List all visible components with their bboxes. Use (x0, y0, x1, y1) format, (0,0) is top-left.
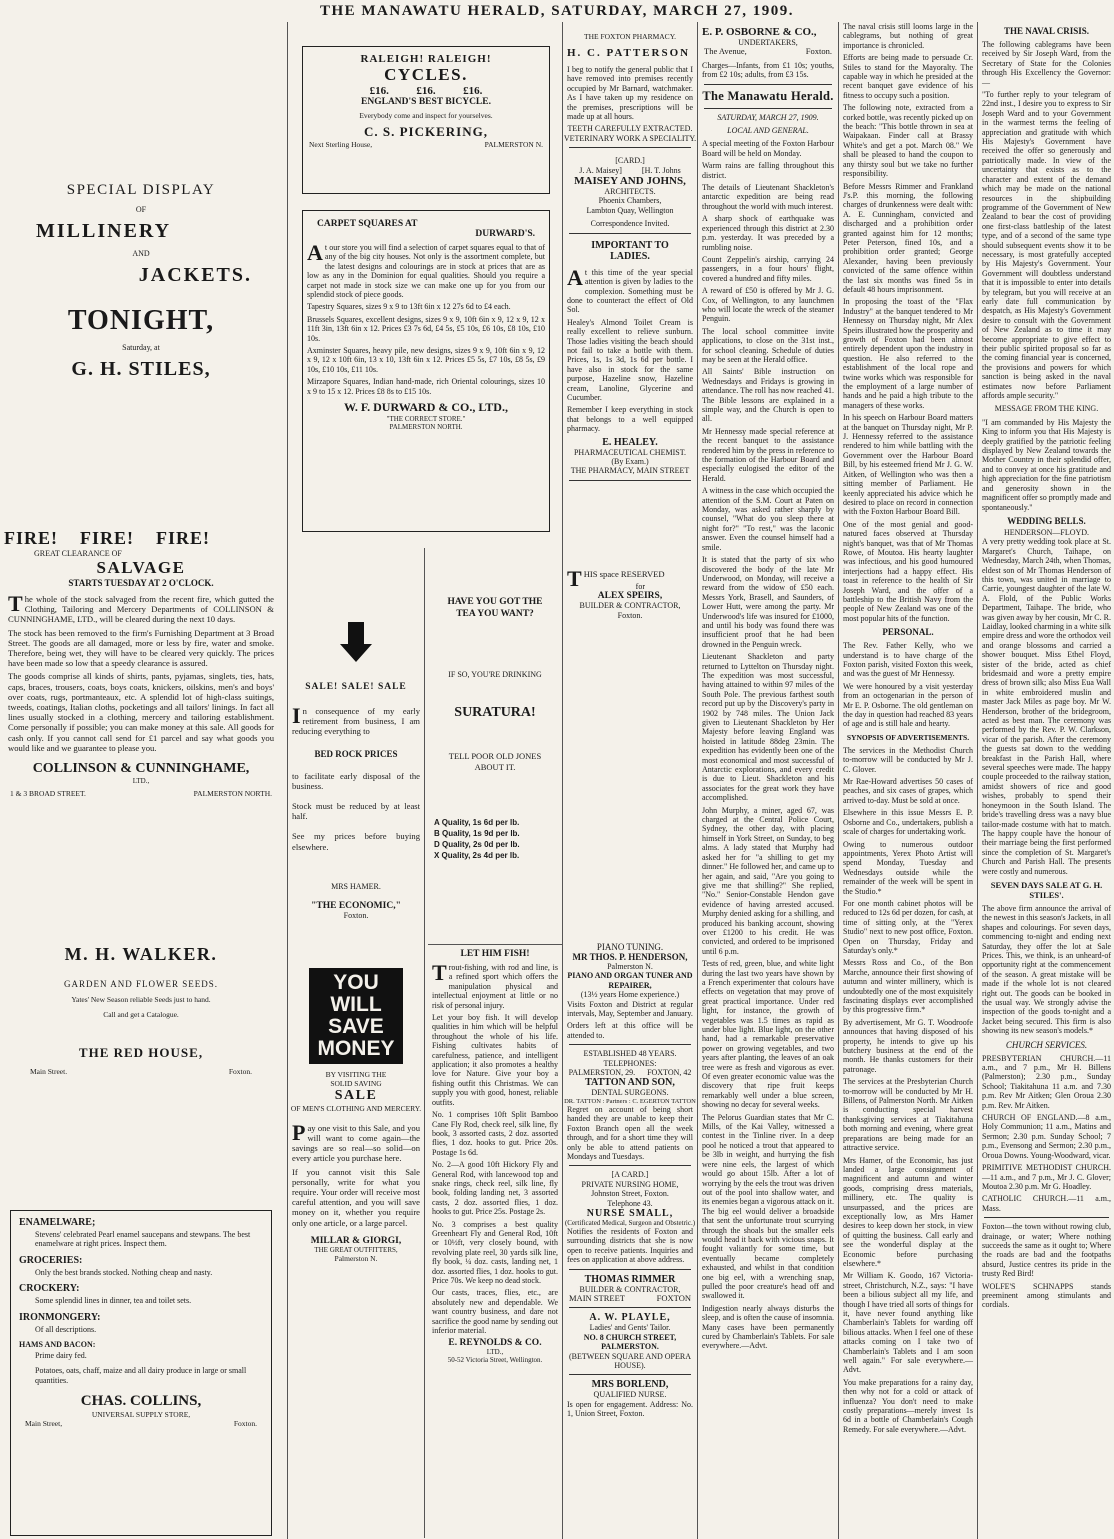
maisey-firm: MAISEY AND JOHNS, (574, 175, 686, 188)
collins-produce: Potatoes, oats, chaff, maize and all dairy produce in large or small quantities. (35, 1366, 247, 1385)
fire-ltd: LTD., (132, 777, 150, 786)
news-paragraph: The naval crisis still looms large in the cablegrams, but nothing of great importance is chronicled. (843, 22, 973, 50)
durward-head2: DURWARD'S. (475, 229, 535, 239)
news-paragraph: Tests of red, green, blue, and white light during the last two years have shown by a French experimenter that colours have effects on vegetation that may prove of great practical importance. Under red light, for instance, the growth of vegetables was 1.5 times as rapid as under blue light. Blue light, on the other hand, had a remarkable preservative power on growing vegetables, and two years after planting, the leaves of an oak tree were as fresh and vigorous as ever. Of even greater economic value was the discovery that ripe fruit keeps remarkably well under a blue screen, showing no decay for several weeks. (702, 959, 834, 1110)
borlend-para: Is open for engagement. Address: No. 1, Union Street, Foxton. (567, 1399, 693, 1419)
news-paragraph: Before Messrs Rimmer and Frankland J's.P. this morning, the following charges of drunkenness were dealt with: A. E. Cunningham, convicted and discharged and a prohibition order granted against him for 12 months; Peter Peterson, fined 10s, and a prohibition order granted; George Alexander, having been previously convicted of the same offence within the last six months was fined 5s in default 48 hours imprisonment. (843, 181, 973, 294)
news-paragraph: The services in the Methodist Church to-morrow will be conducted by Mr J. C. Glover. (843, 745, 973, 774)
cycles-raleigh: RALEIGH! RALEIGH! (360, 53, 492, 65)
speirs-name: ALEX SPEIRS, (597, 591, 663, 602)
herald-date: SATURDAY, MARCH 27, 1909. (717, 112, 819, 122)
playle-trade: Ladies' and Gents' Tailor. (589, 1323, 671, 1333)
cycles-best: ENGLAND'S BEST BICYCLE. (361, 97, 491, 107)
maisey-names: J. A. Maisey] [H. T. Johns (579, 165, 681, 175)
king-para: "I am commanded by His Majesty the King to inform you that His Majesty is deeply gratified by the patriotic feeling displayed by New Zealand towards the Mother Country in their splendid offer, and to convey at once his gratitude and high appreciation for the fine patriotism and generosity shown in the magnificent offer so promptly made and spontaneously." (982, 417, 1111, 512)
durward-town: PALMERSTON NORTH. (389, 423, 463, 432)
healey-para1: At this time of the year special attention is given by ladies to the complexion. Something must be done to counteract the effect of Old Sol. (567, 264, 693, 315)
collins-groceries: GROCERIES: (19, 1254, 83, 1266)
healey-heading: IMPORTANT TO (591, 239, 669, 251)
durward-para3: Brussels Squares, excellent designs, sizes 9 x 9, 10ft 6in x 9, 12 x 9, 12 x 11ft 3in, 13ft 6in x 12. Prices £3 7s 6d, £4 5s, £5 10s, £6 10s, £8 10s, £10 10s. (307, 314, 545, 343)
news-paragraph: PRIMITIVE METHODIST CHURCH.—11 a.m., and 7 p.m., Mr J. C. Glover; Moutoa 2.30 p.m. Mr G. Hoadley. (982, 1163, 1111, 1191)
nurse-cert: (Certificated Medical, Surgeon and Obstetric.) (564, 1218, 696, 1227)
walker-name: M. H. WALKER. (64, 944, 218, 964)
masthead: THE MANAWATU HERALD, SATURDAY, MARCH 27, 1909. (319, 3, 795, 19)
collins-enamelware-text: Stevens' celebrated Pearl enamel saucepans and stewpans. The best enamelware at right prices. Inspect them. (35, 1230, 251, 1249)
cycles-price: £16. £16. £16. (369, 85, 483, 97)
fire-address: 1 & 3 BROAD STREET. (10, 789, 86, 799)
tatton-est: ESTABLISHED 48 YEARS. (583, 1049, 677, 1059)
hamer-bed-rock: BED ROCK PRICES (314, 748, 398, 759)
millar-of: OF MEN'S CLOTHING AND MERCERY. (290, 1103, 422, 1113)
speirs-for: for (635, 582, 645, 592)
news-part1 (839, 22, 977, 623)
hamer-town: Foxton. (343, 910, 369, 920)
tea-ad (428, 548, 562, 861)
news-paragraph: By advertisement, Mr G. T. Woodroofe announces that having disposed of his property, he intends to give up his butchery business at the end of the month. He thanks customers for their patronage. (843, 1017, 973, 1074)
news-paragraph: One of the most genial and good-natured faces observed at Thursday night's banquet, was that of Mr Thomas Rowe, of Moutoa. His hearty laughter was infectious, and his good humoured interjections had a happy effect. His toast in reference to the health of Sir Joseph Ward, and the offer of a battleship to the British Navy from the people of New Zealand was one of the most popular hits of the function. (843, 519, 973, 623)
wedding-heading: WEDDING BELLS. (1007, 515, 1086, 526)
fire-salvage: SALVAGE (96, 558, 186, 577)
collins-town: Foxton. (233, 1419, 257, 1429)
news-paragraph: The services at the Presbyterian Church to-morrow will be conducted by Mr H. Billens, of Palmerston North. Mr Aitken is conducting special harvest thanksgiving services at Tiakitahuna both morning and evening, where great preparations are being made for an attractive service. (843, 1077, 973, 1153)
fire-para3: The goods comprise all kinds of shirts, pants, pyjamas, singlets, ties, hats, caps, braces, trousers, coats, boys coats, knickers, oilskins, men's and boys' over coats, rugs, portmanteaux, etc. A splendid lot of high-class suitings, tweeds, coatings, Italian cloths, pocketings and all tailors' linings. In fact all lines usually stocked in a clothing, mercery and tailoring establishment. Come personally if possible; you can make money at this sale. All goods for cash only. If you cannot call send for £1 parcel and say what goods you would like and we guarantee to please you. (8, 671, 274, 753)
durward-para2: Tapestry Squares, sizes 9 x 9 to 13ft 6in x 12 27s 6d to £4 each. (307, 302, 511, 312)
walker-catalogue: Call and get a Catalogue. (103, 1010, 179, 1019)
patterson-name: H. C. PATTERSON (567, 47, 691, 59)
save-money-save: SAVE (328, 1014, 384, 1038)
fire-heading: FIRE! FIRE! FIRE! (4, 528, 210, 548)
fire-town: PALMERSTON NORTH. (193, 789, 272, 799)
foxton-poem: Foxton—the town without rowing club, drainage, or water; Where nothing succeeds the same as it ought to; Where the roads are bad and the footpaths absurd, Justice centres its pride in the trusty Red Bird! (982, 1222, 1111, 1279)
rimmer-street: MAIN STREET (569, 1292, 625, 1303)
synopsis-heading: SYNOPSIS OF ADVERTISEMENTS. (846, 732, 970, 742)
news-paragraph: For one month cabinet photos will be reduced to 12s 6d per dozen, for cash, at time of sitting only, at the "Yerex Studio" next to new post office, Foxton. Open on Thursday, Friday and Saturday's only.* (843, 898, 973, 955)
tea-quality-a: A Quality, 1s 6d per lb. (434, 818, 520, 827)
speirs-ad (563, 485, 697, 659)
rimmer-name: THOMAS RIMMER (584, 1273, 676, 1285)
piano-para1: Visits Foxton and District at regular intervals, May, September and January. (567, 999, 693, 1019)
tea-qualities (434, 817, 562, 861)
millar-name: MILLAR & GIORGI, (310, 1235, 402, 1246)
column-5 (838, 22, 977, 1539)
healey-tag: PHARMACEUTICAL CHEMIST. (573, 447, 686, 457)
news-paragraph: In his speech on Harbour Board matters at the banquet on Thursday night, Mr P. J. Hennessy referred to the assistance rendered to him while battling with the Government over the Harbour Board Bill, by his esteemed friend Mr J. G. W. Aitken, of Wellington who was then a sitting member of Parliament. He keenly appreciated his advice which he desired to place on record in connection with the Foxton Harbour Board Bill. (843, 413, 973, 517)
news-paragraph: Mr William K. Goodo, 167 Victoria-street, Christchurch, N.Z., says: "I have been a bilious subject all my life, and though I have tried all sorts of things for it, have never found anything like Chamberlain's Tablets for warding off bilious attacks. When I feel one of these attacks coming on I take two of Chamberlain's Tablets and I am soon well again." For sale everywhere.—Advt. (843, 1271, 973, 1375)
collins-groceries-text: Only the best brands stocked. Nothing cheap and nasty. (35, 1267, 213, 1277)
fire-ad (4, 528, 278, 798)
walker-ad (0, 944, 282, 1076)
durward-ad (302, 210, 550, 532)
osborne-name: E. P. OSBORNE & CO., (702, 26, 817, 38)
collins-crockery: CROCKERY: (19, 1283, 80, 1295)
tatton-para: Regret on account of being short handed they are unable to keep their Foxton Branch open all the week through, and for a short time they will only be able to attend patients on Mondays and Tuesdays. (567, 1104, 693, 1161)
news-paragraph: "To further reply to your telegram of 22nd inst., I desire you to express to Sir Joseph Ward and to your Government in the warmest terms the feeling of appreciation and gratitude with which His Majesty's Government have received the offer so generously and patriotically made. In view of the uncertainty that exists as to the character and extent of the demand which may be made on the national resources in the shipbuilding programme of the Government of New Zealand to bear the cost of providing one first-class battleship of the latest type, and of a second of the same type should subsequent events show it to be necessary, is most gratefully accepted by His Majesty's Government. Your Government will doubtless understand that it is impossible to enter into details by telegram, but you will receive at an early date full communication by despatch, as His Majesty's Government desire to consult with the Government of New Zealand as to time it may become appropriate to give effect to their public spirited proposal so far as the coming financial year is concerned, the provisions and powers for which sanction is being asked in the naval estimates now before Parliament affords ample security." (982, 90, 1111, 401)
hamer-shop: "THE ECONOMIC," (311, 900, 401, 911)
news-paragraph: PRESBYTERIAN CHURCH.—11 a.m., and 7 p.m., Mr H. Billens (Palmerston); 2.30 p.m., Sunday School; Tiakitahuna 11 a.m. and 7.30 p.m. Rev Mr Aitken; Glen Oroua 2.30 p.m. Rev. Mr Aitken. (982, 1053, 1111, 1110)
tatton-name: TATTON AND SON, (585, 1077, 675, 1089)
speirs-reserved: THIS space RESERVED (567, 565, 665, 591)
healey-para3: Remember I keep everything in stock that belongs to a well equipped pharmacy. (567, 405, 693, 434)
collins-hams-text: Prime dairy fed. (35, 1351, 87, 1361)
durward-para5: Mirzapore Squares, Indian hand-made, rich Oriental colourings, sizes 10 x 9 to 15 x 12. Prices £8 8s to £15 10s. (307, 377, 545, 396)
hamer-para1: In consequence of my early retirement from business, I am reducing everything to (292, 703, 420, 737)
durward-para4: Axminster Squares, heavy pile, new designs, sizes 9 x 9, 10ft 6in x 9, 12 x 9, 12 x 10ft 6in, 13 x 10, 13ft 6in x 12. Prices £5 5s, £7 10s, £8 5s, £9 10s, £10 10s, £11 10s. (307, 346, 545, 374)
healey-heading2: LADIES. (610, 250, 650, 262)
nurse-para: Notifies the residents of Foxton and surrounding districts that she is now open to receive patients. Inquiries and fees on application at above address. (567, 1226, 693, 1265)
cycles-street: Next Sterling House, (309, 140, 373, 149)
osborne-street: The Avenue, (704, 46, 747, 57)
maisey-architects: ARCHITECTS. (604, 187, 656, 197)
piano-town: Palmerston N. (607, 962, 653, 971)
news-paragraph: Owing to numerous outdoor appointments, Yerex Photo Artist will spend Monday, Tuesday and Wednesdays outside while the remainder of the week will be spent in the Studio.* (843, 839, 973, 896)
fish-para4: No. 2—A good 10ft Hickory Fly and General Rod, with lancewood top and snake rings, check reel, silk line, fly book, folding landing net, 3 assorted casts, 2 doz. assorted flies, 1 doz. hooks to gut. Price 25s. Postage 2s. (432, 1160, 558, 1217)
fire-sub1: GREAT CLEARANCE OF (34, 549, 122, 558)
news-paragraph: Mr Hennessy made special reference at the recent banquet to the assistance rendered him by the press in reference to the formation of the Harbour Board and especially eulogised the editor of the Herald. (702, 426, 834, 483)
news-paragraph: A sharp shock of earthquake was experienced through this district at 2.30 p.m. yesterday. It was preceded by a rumbling noise. (702, 214, 834, 252)
fish-heading: LET HIM FISH! (460, 949, 530, 959)
news-paragraph: It is stated that the party of six who discovered the body of the late Mr Underwood, on Monday, will receive a reward from the widow of £50 each. Messrs York, Brasell, and Saunders, of Lower Hutt, were among the party. Mr Underwood's life was insured for £1000, and until his body was found there was insufficient proof that he had been drowned in the Penguin wreck. (702, 555, 834, 649)
hamer-name: MRS HAMER. (331, 881, 381, 891)
nurse-home: PRIVATE NURSING HOME, (581, 1179, 679, 1189)
fish-address: 50-52 Victoria Street, Wellington. (447, 1356, 543, 1365)
tea-suratura: SURATURA! (454, 705, 536, 720)
herald-title: The Manawatu Herald. (702, 88, 834, 103)
patterson-para: I beg to notify the general public that I have removed into premises recently occupied by Mr Barnard, watchmaker. As I have taken up my residence on the premises, prescriptions will be made up at all hours. (567, 65, 693, 122)
news-paragraph: The Rev. Father Kelly, who we understand is to have charge of the Foxton parish, visited Foxton this week, and was the guest of Mr Hennessy. (843, 641, 973, 679)
king-heading: MESSAGE FROM THE KING. (994, 404, 1099, 414)
millinery-line1: SPECIAL DISPLAY (66, 182, 216, 198)
millar-tag: THE GREAT OUTFITTERS, (314, 1245, 398, 1254)
collins-ad (10, 1210, 272, 1536)
naval-heading: THE NAVAL CRISIS. (1004, 26, 1089, 36)
collins-hams: HAMS AND BACON: (19, 1340, 96, 1350)
church-heading: CHURCH SERVICES. (1005, 1039, 1088, 1050)
synopsis-news (839, 746, 977, 1434)
news-paragraph: Mrs Hamer, of the Economic, has just landed a large consignment of magnificent and autumn and winter goods, comprising dress materials, millinery, etc. The quality is unsurpassed, and the prices are exceptionally low, as Mrs Hamer desires to keep down her stock, in view of quitting the business. Call early and see the wonderful display at the Economic before purchasing elsewhere.* (843, 1155, 973, 1268)
maisey-card: [CARD.] (615, 156, 645, 166)
save-money-money: MONEY (317, 1036, 395, 1060)
playle-addr: NO. 8 CHURCH STREET, PALMERSTON. (583, 1332, 677, 1352)
col3-lower (563, 942, 697, 1422)
tatton-dental: DENTAL SURGEONS. (591, 1088, 669, 1098)
healey-exam: (By Exam.) (611, 457, 649, 466)
millinery-and: AND (132, 249, 150, 258)
column-4 (697, 22, 838, 1539)
maisey-addr: Phoenix Chambers, (598, 196, 662, 206)
patterson-pharmacy: THE FOXTON PHARMACY. (583, 32, 677, 41)
collins-name: CHAS. COLLINS, (80, 1393, 202, 1410)
news-paragraph: A reward of £50 is offered by Mr J. G. Cox, of Wellington, to any launchmen who will locate the wreck of the steamer Penguin. (702, 286, 834, 324)
healey-para2: Healey's Almond Toilet Cream is really excellent to relieve sunburn. Those ladies visiting the beach should not fail to take a bottle with them. Prices, 1s, 1s 3d, 1s 6d per bottle. I have also in stock for the same purpose, Hazeline snow, Hazeline cream, Lanoline, Glycerine and Cucumber. (567, 317, 693, 402)
osborne-trade: UNDERTAKERS, (738, 38, 798, 47)
collins-ironmongery-text: Of all descriptions. (35, 1324, 97, 1334)
news-paragraph: Efforts are being made to persuade Cr. Stiles to stand for the Mayoralty. The capable way in which he presided at the recent banquet gave evidence of his fitness to occupy such a position. (843, 53, 973, 100)
walker-yates: Yates' New Season reliable Seeds just to hand. (71, 995, 211, 1004)
piano-heading: PIANO TUNING. (596, 942, 664, 952)
local-news (698, 139, 838, 1350)
news-paragraph: John Murphy, a miner, aged 67, was charged at the Central Police Court, Sydney, the other day, with placing himself in York Street, on Sunday, to beg alms. A lady stated that Murphy had asked her for "a shilling to get my dinner." He followed her, and came up to her again, and said, "Are you going to give me that shilling?" She replied, "No." Senior-Constable Hendon gave evidence of having arrested accused. Murphy denied asking for a shilling, and produced his banking account, showing over £1200 to his credit. He was convicted, and ordered to be imprisoned until 6 p.m. (702, 805, 834, 956)
maisey-corr: Correspondence Invited. (590, 219, 670, 229)
collins-enamelware: ENAMELWARE; (19, 1217, 96, 1228)
personal-news (839, 641, 977, 729)
piano-name: MR THOS. P. HENDERSON, (572, 952, 688, 962)
speirs-town: Foxton. (617, 610, 643, 620)
news-paragraph: Warm rains are falling throughout this district. (702, 161, 834, 180)
column-2 (287, 22, 563, 1539)
news-paragraph: In proposing the toast of the "Flax Industry" at the banquet tendered to Mr Hennessy on Thursday night, Mr Alex Speirs illustrated how the prosperity and growth of Foxton had been almost entirely dependent upon the industry in question. He also referred to the establishment of the local rope and twine works which was responsible for the employment of a large number of hands and he paid a high tribute to the managers of these works. (843, 297, 973, 410)
tea-jones: TELL POOR OLD JONES ABOUT IT. (448, 751, 542, 772)
nurse-tel: Telephone 43. (607, 1198, 653, 1208)
nurse-addr: Johnston Street, Foxton. (591, 1189, 669, 1199)
tatton-partners: DR. TATTON : Partners : C. EGERTON TATTON (564, 1097, 696, 1105)
piano-para2: Orders left at this office will be attended to. (567, 1021, 693, 1040)
fish-ltd: LTD., (486, 1348, 504, 1357)
news-paragraph: The following note, extracted from a corked bottle, was recently picked up on the beach: "This bottle thrown in sea at Waipakaan. Finder call at Brassy White's and get a pot. March 08." We shall be pleased to hand the coupon to any thirsty soul but we take no further responsibility. (843, 103, 973, 179)
news-paragraph: The following cablegrams have been received by Sir Joseph Ward, from the Secretary of State for the Colonies through His Excellency the Governor:— (982, 40, 1111, 87)
osborne-charges: Charges—Infants, from £1 10s; youths, from £2 10s; adults, from £3 15s. (702, 60, 834, 80)
piano-exp: (13½ years Home experience.) (580, 990, 680, 1000)
collins-street: Main Street, (25, 1419, 63, 1429)
column-1 (0, 22, 282, 1539)
millinery-line2: MILLINERY (36, 220, 172, 242)
fire-para2: The stock has been removed to the firm's Furnishing Department at 3 Broad Street. The goods are all damaged, more or less by fire, water and smoke. Therefore, being wet, they will have to be cleared very quickly. The prices have been made so low that a speedy clearance is assured. (8, 627, 274, 669)
news-paragraph: The Pelorus Guardian states that Mr C. Mills, of the Kai Valley, witnessed a contest in the Tinline river. In a deep pool he noticed a trout that appeared to be 3lb in weight, and hurrying the fish were nine eels, the largest of which would go about 15lb. After a lot of worrying by the eels the trout was driven out of the pool into shallow water, and its enemies began a vigorous attack on it. The big eel would deliver a broadside that sent the unfortunate trout scurrying through the shoals but the smaller eels would head it back with vicious snaps. It fought valiantly for some time, but eventually became completely exhausted, and whilst in that condition one big eel, with a wrenching snap, pulled the poor creature's head off and swallowed it. (702, 1112, 834, 1301)
fire-firm: COLLINSON & CUNNINGHAME, (32, 761, 250, 777)
millinery-of: OF (135, 205, 147, 214)
osborne-town: Foxton. (805, 46, 832, 57)
news-paragraph: Mr Rae-Howard advertises 50 cases of peaches, and six cases of grapes, which arrived to-day. Must be sold at once. (843, 777, 973, 805)
millinery-stiles: G. H. STILES, (71, 358, 211, 380)
tea-quality-d: D Quality, 2s 0d per lb. (434, 840, 520, 849)
wolfe-ad: WOLFE'S SCHNAPPS stands preeminent among stimulants and cordials. (982, 1281, 1111, 1310)
church-services (978, 1054, 1114, 1214)
collins-crockery-text: Some splendid lines in dinner, tea and toilet sets. (35, 1296, 192, 1306)
news-paragraph: The local school committee invite applications, to close on the 31st inst., for school cleaning. Schedule of duties may be seen at the Herald office. (702, 326, 834, 364)
sevenday-heading: SEVEN DAYS SALE AT G. H. STILES'. (990, 879, 1103, 900)
playle-note: (BETWEEN SQUARE AND OPERA HOUSE). (569, 1351, 691, 1370)
tatton-phones: PALMERSTON, 29. FOXTON, 42 (568, 1068, 692, 1078)
wedding-para: A very pretty wedding took place at St. Margaret's Church, Taihape, on Wednesday, March 24th, when Thomas, eldest son of Mr Thomas Henderson of this town, was united in marriage to Carrie, youngest daughter of the late W. A. Flold, of the Public Works Department, Taihape. The bride, who was given away by her cousin, Mr C. R. Laidlay, looked charming in a white silk empire dress and wore the orthodox veil and orange blossoms and carried a shower bouquet. Miss Ethel Floyd, sister of the bride, acted as chief bridesmaid and wore a pretty empire dress of brown silk; also Miss Eua Wall in white embroidered muslin and master Jack Miles as page boy. Mr W. Henderson, brother of the bridegroom, acted as best man. The ceremony was performed by the Rev. P. W. Clarkson, vicar of the parish. After the ceremony the guests sat down to the wedding breakfast in the Parish Hall, where several speeches were made. The happy couple proceeded to the railway station, amidst showers of rice and good wishes, probably to spend their honeymoon in the South Island. The bride's travelling dress was a navy blue tailor-made costume with hat to match. The happy couple have the honour of their marriage being the first performed since the completion of St. Margaret's Church and Parish Hall. The presents were costly and numerous. (982, 537, 1112, 876)
walker-town: Foxton. (228, 1067, 252, 1076)
hamer-millar-column (288, 548, 425, 1538)
news-paragraph: CATHOLIC CHURCH.—11 a.m., Mass. (982, 1194, 1111, 1213)
fish-reynolds: E. REYNOLDS & CO. (448, 1338, 542, 1349)
save-money-banner (309, 968, 403, 1064)
fish-para3: No. 1 comprises 10ft Split Bamboo Cane Fly Rod, check reel, silk line, fly book, 3 assorted casts, 2 doz. assorted flies, 1 doz. hooks to gut. Price 20s. Postage 1s 6d. (432, 1110, 558, 1157)
piano-trade: PIANO AND ORGAN TUNER AND REPAIRER, (567, 971, 693, 990)
fish-para6: Our casts, traces, flies, etc., are absolutely new and dependable. We want country business, and dare not sacrifice the good name by sending out inferior material. (432, 1288, 558, 1336)
durward-para1: At our store you will find a selection of carpet squares equal to that of any of the big city houses. Not only is the assortment complete, but the latest designs and colourings are in stock at prices that are as low as any in the Dominion for equal qualities. Should you require a carpet not made in stock size we can make one up for you from our splendid stock of piece goods. (307, 240, 545, 300)
playle-name: A. W. PLAYLE, (589, 1312, 671, 1324)
nurse-card: [A CARD.] (611, 1170, 649, 1180)
news-paragraph: A special meeting of the Foxton Harbour Board will be held on Monday. (702, 139, 834, 158)
fish-para2: Let your boy fish. It will develop qualities in him which will be helpful throughout the whole of his life. Fishing cultivates habits of carefulness, patience, and intelligent application; it also promotes a healthy love for Nature. Give your boy a fishing outfit this Christmas. We can supply you with good, honest, reliable outfits. (432, 1013, 558, 1107)
millinery-saturday: Saturday, at (122, 343, 160, 352)
hamer-para2: to facilitate early disposal of the business. (292, 770, 420, 791)
tea-quality-b: B Quality, 1s 9d per lb. (434, 829, 520, 838)
walker-red-house: THE RED HOUSE, (78, 1045, 204, 1060)
column-3 (562, 22, 697, 1539)
durward-tag: "THE CORRECT STORE." (386, 415, 466, 424)
news-paragraph: We were honoured by a visit yesterday from an octogenarian in the person of Mr E. P. Osborne. The old gentleman on the day in question had reached 83 years of age and is still hale and hearty. (843, 681, 973, 729)
news-paragraph: A witness in the case which occupied the attention of the S.M. Court at Paten on Monday, was asked rather sharply by counsel, "What do you sleep there at night for?" "To rest," was the laconic answer. Even the counsel himself had a smile. (702, 486, 834, 552)
sevenday-para: The above firm announce the arrival of the newest in this season's Jackets, in all shapes and colourings. For seven days, commencing to-night and ending next Saturday, they offer the lot at Sale Prices. This, we think, is an unheard-of opportunity right at the commencement of the season. A great mistake will be made if the whole lot is not cleared right out. The goods can be booked in the usual way. We strongly advise the inspection of the goods to-night and a Jacket being secured. This firm is also showing its new season's models.* (982, 903, 1111, 1036)
news-paragraph: You make preparations for a rainy day, then why not for a cold or attack of influenza? You don't need to make costly preparations—merely invest 1s 6d in a bottle of Chamberlain's Cough Remedy. For sale everywhere.—Advt. (843, 1377, 973, 1434)
fire-sub2: STARTS TUESDAY AT 2 O'CLOCK. (68, 578, 214, 588)
millar-sale: SALE (334, 1087, 378, 1103)
personal-heading: PERSONAL. (882, 627, 934, 638)
millar-para1: Pay one visit to this Sale, and you will want to come again—the savings are so real—so solid—on every article you purchase here. (292, 1119, 420, 1164)
tea-quality-x: X Quality, 2s 4d per lb. (434, 851, 520, 860)
walker-street: Main Street. (30, 1067, 68, 1076)
local-heading: LOCAL AND GENERAL. (727, 126, 809, 136)
patterson-vet: VETERINARY WORK A SPECIALITY. (563, 133, 697, 143)
news-paragraph: All Saints' Bible instruction on Wednesdays and Fridays is growing in attendance. The roll has now reached 41. The Bible lessons are explained in a simple way, and the Church is open to all. (702, 367, 834, 424)
healey-shop: THE PHARMACY, MAIN STREET (570, 466, 690, 476)
millinery-tonight: TONIGHT, (67, 305, 215, 336)
walker-seeds: GARDEN AND FLOWER SEEDS. (63, 979, 218, 989)
news-paragraph: Lieutenant Shackleton and party returned to Lyttelton on Thursday night. The expedition was most successful, having attained to within 97 miles of the South Pole. The previous farthest south record put up by the Discovery's party in 1902 by 748 miles. The Union Jack given to Lieutenant Shackleton by Her Majesty before leaving England was hoisted in latitude 88deg 23min. The expedition has evidently been one of the most economical and most successful of Antarctic explorations, and every credit is due to Lieut. Shackleton and his associates for the great work they have accomplished. (702, 652, 834, 803)
naval-text (978, 40, 1114, 400)
save-money-you: YOU (333, 970, 379, 994)
maisey-addr2: Lambton Quay, Wellington (586, 205, 674, 215)
millinery-line3: JACKETS. (138, 264, 252, 286)
news-paragraph: Messrs Ross and Co., of the Bon Marche, announce their first showing of autumn and winter millinery, which is undoubtedly one of the most exquisitely fascinating displays ever accomplished by this progressive firm.* (843, 958, 973, 1015)
cycles-pickering: C. S. PICKERING, (364, 124, 488, 139)
nurse-name: NURSE SMALL, (586, 1207, 674, 1219)
rimmer-trade: BUILDER & CONTRACTOR, (579, 1284, 681, 1294)
patterson-teeth: TEETH CAREFULLY EXTRACTED. (567, 124, 693, 134)
news-paragraph: Indigestion nearly always disturbs the sleep, and is often the cause of insomnia. Many cases have been permanently cured by Chamberlain's Tablets. For sale everywhere.—Advt. (702, 1303, 834, 1351)
wedding-sub: HENDERSON—FLOYD. (1003, 527, 1090, 537)
hamer-sale: SALE! SALE! SALE (305, 682, 407, 692)
fire-para1: The whole of the stock salvaged from the recent fire, which gutted the Clothing, Tailoring and Mercery Departments of COLLINSON & CUNNINGHAME, LTD., will be cleared during the next 10 days. (8, 591, 274, 625)
healey-name: E. HEALEY. (602, 436, 658, 448)
hamer-para4: See my prices before buying elsewhere. (292, 831, 420, 852)
cycles-inspect: Everybody come and inspect for yourselves. (359, 111, 493, 120)
save-money-will: WILL (330, 992, 382, 1016)
borlend-qual: QUALIFIED NURSE. (593, 1390, 667, 1400)
speirs-trade: BUILDER & CONTRACTOR, (579, 601, 681, 611)
news-paragraph: Count Zeppelin's airship, carrying 24 passengers, in a four hours' flight, covered a hundred and fifty miles. (702, 254, 834, 283)
fish-para1: Trout-fishing, with rod and line, is a refined sport which offers the manipulation physical and intellectual enjoyment at little or no risk of personal injury. (432, 960, 558, 1010)
news-paragraph: The details of Lieutenant Shackleton's antarctic expedition are being read throughout the world with much interest. (702, 183, 834, 211)
durward-head: CARPET SQUARES AT (317, 219, 418, 229)
news-paragraph: Elsewhere in this issue Messrs E. P. Osborne and Co., undertakers, publish a scale of charges for undertaking work. (843, 808, 973, 837)
tea-drinking: IF SO, YOU'RE DRINKING (448, 670, 542, 679)
news-paragraph: CHURCH OF ENGLAND.—8 a.m., Holy Communion; 11 a.m., Matins and Sermon; 2.30 p.m. Sunday School; 7 p.m., Evensong and Sermon; 2.30 p.m., Oroua Downs. Young-Woodward, vicar. (982, 1113, 1111, 1160)
fish-para5: No. 3 comprises a best quality Greenheart Fly and General Rod, 10ft or 10½ft, very closely bound, with revolving plate reel, 30 yards silk line, fly book, ¼ doz. casts, landing net, 1 doz. assorted flies, 1 doz. hooks to gut. Price 70s. We keep no dead stock. (432, 1219, 558, 1285)
collins-store: UNIVERSAL SUPPLY STORE, (91, 1410, 191, 1420)
borlend-name: MRS BORLEND, (591, 1379, 669, 1391)
millar-para2: If you cannot visit this Sale personally, write for what you require. Your order will receive most careful attention, and you will save money on it, whether you require only one article, or a large parcel. (292, 1166, 420, 1228)
millar-town: Palmerston N. (334, 1253, 378, 1263)
fish-ad (428, 944, 562, 1364)
pointing-hand-icon (336, 622, 376, 662)
collins-ironmongery: IRONMONGERY: (19, 1311, 101, 1323)
column-6 (977, 22, 1114, 1539)
tatton-tel: TELEPHONES: (603, 1058, 657, 1068)
cycles-title: CYCLES. (384, 65, 468, 84)
tea-heading: HAVE YOU GOT THE TEA YOU WANT? (447, 597, 543, 619)
millar-by: BY VISITING THE (325, 1069, 387, 1079)
hamer-para3: Stock must be reduced by at least half. (292, 801, 420, 822)
millinery-ad (0, 182, 282, 381)
millar-solid: SOLID SAVING (330, 1078, 382, 1088)
cycles-ad (302, 46, 550, 194)
cycles-town: PALMERSTON N. (484, 140, 543, 149)
durward-firm: W. F. DURWARD & CO., LTD., (344, 400, 508, 415)
rimmer-town: FOXTON (656, 1292, 691, 1303)
